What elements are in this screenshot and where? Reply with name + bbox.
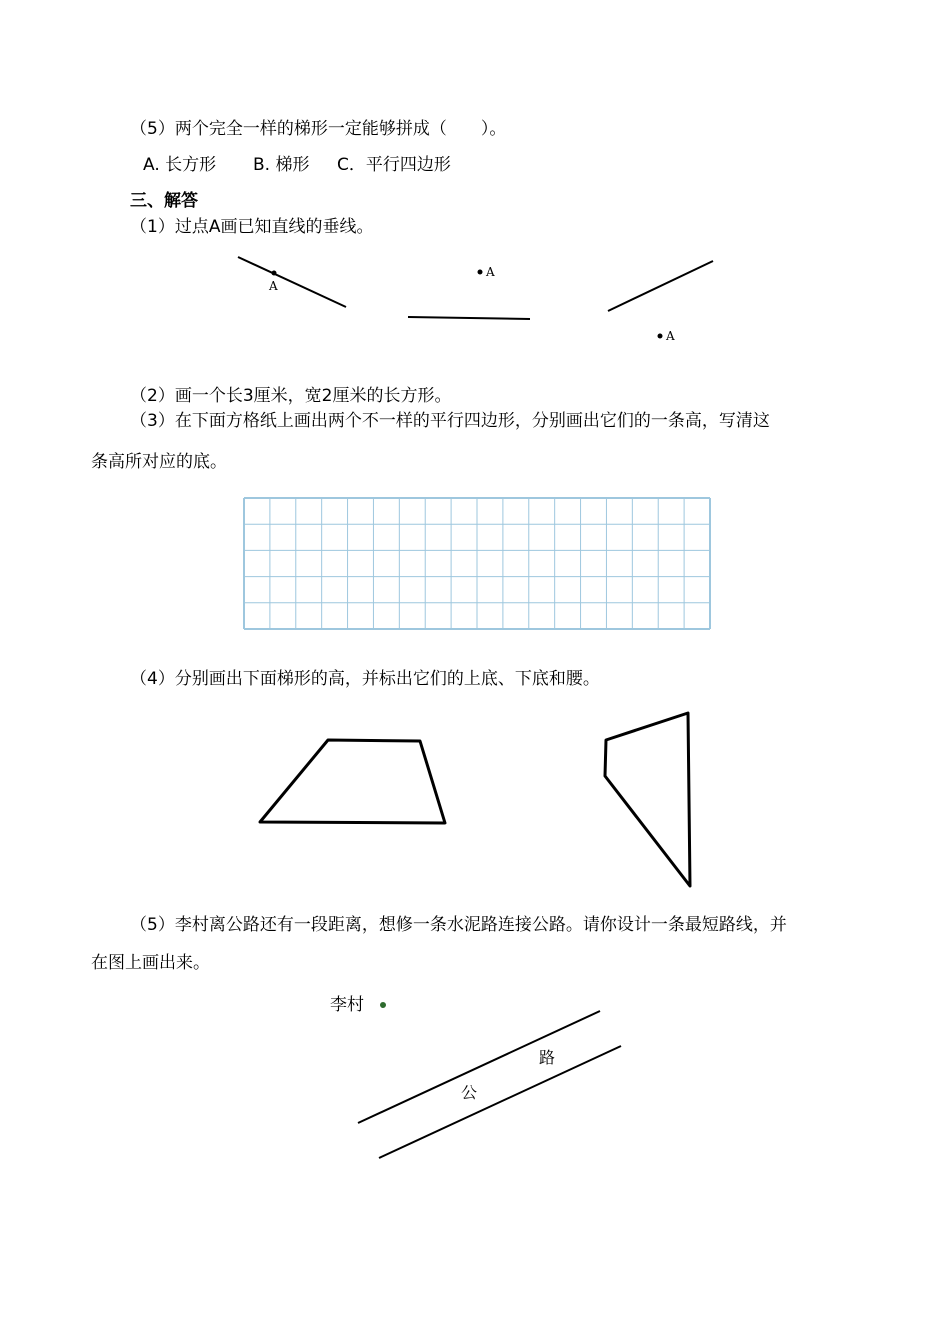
section-heading: 三、解答 bbox=[130, 191, 198, 211]
road-label-2: 路 bbox=[539, 1048, 556, 1067]
problem-3-text-line1: （3）在下面方格纸上画出两个不一样的平行四边形，分别画出它们的一条高，写清这 bbox=[130, 411, 770, 431]
option-b: B. 梯形 bbox=[253, 155, 310, 175]
problem-5-text-line2: 在图上画出来。 bbox=[91, 953, 210, 973]
point-a-label-1: A bbox=[269, 279, 278, 293]
point-a-label-3: A bbox=[666, 329, 675, 343]
option-a: A. 长方形 bbox=[143, 155, 217, 175]
problem-5-text-line1: （5）李村离公路还有一段距离，想修一条水泥路连接公路。请你设计一条最短路线，并 bbox=[130, 915, 787, 935]
problem-1-text: （1）过点A画已知直线的垂线。 bbox=[130, 217, 374, 237]
point-a-label-2: A bbox=[486, 265, 495, 279]
road-edge-top bbox=[358, 1011, 600, 1123]
problem-3-text-line2: 条高所对应的底。 bbox=[91, 452, 227, 472]
q5-choice-question: （5）两个完全一样的梯形一定能够拼成（ ）。 bbox=[130, 119, 507, 139]
village-label: 李村 bbox=[330, 995, 364, 1015]
road-label-1: 公 bbox=[461, 1083, 478, 1102]
problem-2-text: （2）画一个长3厘米，宽2厘米的长方形。 bbox=[130, 386, 452, 406]
option-c: C．平行四边形 bbox=[337, 155, 451, 175]
problem-4-text: （4）分别画出下面梯形的高，并标出它们的上底、下底和腰。 bbox=[130, 669, 600, 689]
village-dot bbox=[380, 1002, 386, 1008]
road-edge-bottom bbox=[379, 1046, 621, 1158]
